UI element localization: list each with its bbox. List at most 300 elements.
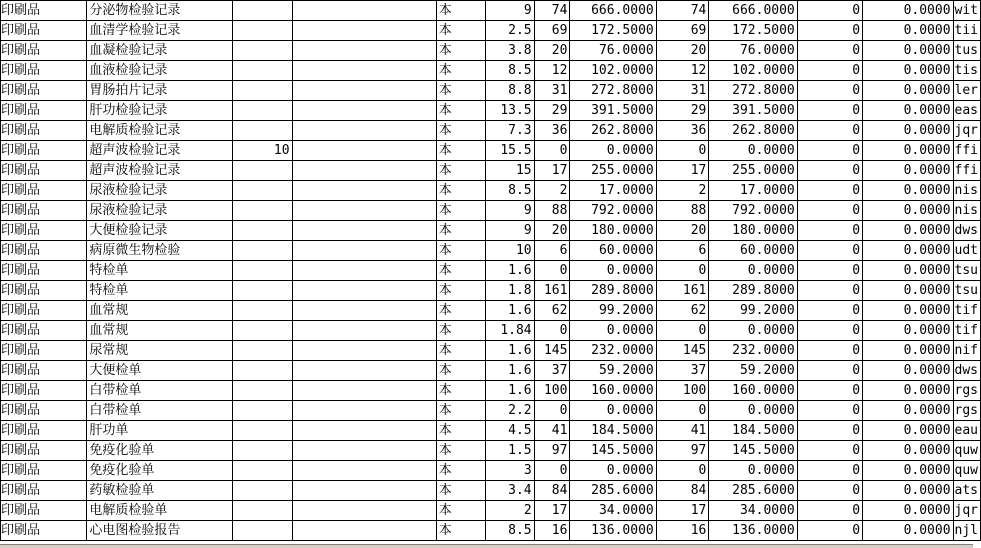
cell-category[interactable]: 印刷品 bbox=[1, 201, 87, 221]
cell-quantity-3[interactable]: 0 bbox=[797, 521, 862, 541]
cell-quantity-3[interactable]: 0 bbox=[797, 441, 862, 461]
cell-extra[interactable] bbox=[232, 241, 292, 261]
cell-quantity-1[interactable]: 17 bbox=[534, 161, 570, 181]
cell-category[interactable]: 印刷品 bbox=[1, 141, 87, 161]
cell-quantity-3[interactable]: 0 bbox=[797, 461, 862, 481]
cell-quantity-2[interactable]: 37 bbox=[656, 361, 709, 381]
cell-item-name[interactable]: 尿液检验记录 bbox=[87, 181, 232, 201]
cell-empty[interactable] bbox=[292, 421, 436, 441]
cell-code[interactable]: jqr bbox=[953, 501, 980, 521]
cell-unit[interactable]: 本 bbox=[436, 141, 485, 161]
cell-category[interactable]: 印刷品 bbox=[1, 241, 87, 261]
cell-quantity-1[interactable]: 20 bbox=[534, 221, 570, 241]
cell-extra[interactable] bbox=[232, 521, 292, 541]
cell-quantity-1[interactable]: 74 bbox=[534, 1, 570, 21]
cell-amount-3[interactable]: 0.0000 bbox=[863, 321, 954, 341]
cell-amount-3[interactable]: 0.0000 bbox=[863, 441, 954, 461]
cell-item-name[interactable]: 胃肠拍片记录 bbox=[87, 81, 232, 101]
cell-quantity-2[interactable]: 36 bbox=[656, 121, 709, 141]
cell-quantity-2[interactable]: 17 bbox=[656, 501, 709, 521]
cell-extra[interactable] bbox=[232, 121, 292, 141]
cell-quantity-3[interactable]: 0 bbox=[797, 101, 862, 121]
cell-empty[interactable] bbox=[292, 221, 436, 241]
cell-quantity-1[interactable]: 17 bbox=[534, 501, 570, 521]
cell-amount-2[interactable]: 391.5000 bbox=[709, 101, 797, 121]
cell-price[interactable]: 4.5 bbox=[486, 421, 534, 441]
cell-amount-1[interactable]: 136.0000 bbox=[570, 521, 656, 541]
cell-quantity-3[interactable]: 0 bbox=[797, 421, 862, 441]
cell-amount-2[interactable]: 0.0000 bbox=[709, 141, 797, 161]
cell-code[interactable]: nis bbox=[953, 181, 980, 201]
cell-amount-1[interactable]: 0.0000 bbox=[570, 261, 656, 281]
cell-category[interactable]: 印刷品 bbox=[1, 481, 87, 501]
cell-unit[interactable]: 本 bbox=[436, 61, 485, 81]
cell-category[interactable]: 印刷品 bbox=[1, 21, 87, 41]
cell-quantity-3[interactable]: 0 bbox=[797, 141, 862, 161]
cell-price[interactable]: 1.6 bbox=[486, 381, 534, 401]
cell-category[interactable]: 印刷品 bbox=[1, 321, 87, 341]
cell-price[interactable]: 8.5 bbox=[486, 181, 534, 201]
cell-amount-3[interactable]: 0.0000 bbox=[863, 21, 954, 41]
cell-amount-3[interactable]: 0.0000 bbox=[863, 341, 954, 361]
cell-category[interactable]: 印刷品 bbox=[1, 161, 87, 181]
cell-amount-2[interactable]: 145.5000 bbox=[709, 441, 797, 461]
cell-unit[interactable]: 本 bbox=[436, 181, 485, 201]
cell-amount-3[interactable]: 0.0000 bbox=[863, 121, 954, 141]
cell-extra[interactable] bbox=[232, 101, 292, 121]
cell-unit[interactable]: 本 bbox=[436, 261, 485, 281]
cell-quantity-2[interactable]: 145 bbox=[656, 341, 709, 361]
cell-price[interactable]: 15 bbox=[486, 161, 534, 181]
cell-item-name[interactable]: 病原微生物检验 bbox=[87, 241, 232, 261]
cell-category[interactable]: 印刷品 bbox=[1, 41, 87, 61]
cell-empty[interactable] bbox=[292, 121, 436, 141]
cell-item-name[interactable]: 特检单 bbox=[87, 261, 232, 281]
cell-amount-2[interactable]: 17.0000 bbox=[709, 181, 797, 201]
cell-empty[interactable] bbox=[292, 481, 436, 501]
cell-extra[interactable] bbox=[232, 301, 292, 321]
cell-quantity-3[interactable]: 0 bbox=[797, 381, 862, 401]
cell-price[interactable]: 9 bbox=[486, 201, 534, 221]
cell-item-name[interactable]: 肝功单 bbox=[87, 421, 232, 441]
cell-price[interactable]: 10 bbox=[486, 241, 534, 261]
cell-amount-2[interactable]: 172.5000 bbox=[709, 21, 797, 41]
cell-quantity-3[interactable]: 0 bbox=[797, 221, 862, 241]
cell-quantity-1[interactable]: 2 bbox=[534, 181, 570, 201]
cell-item-name[interactable]: 特检单 bbox=[87, 281, 232, 301]
cell-quantity-2[interactable]: 12 bbox=[656, 61, 709, 81]
cell-amount-1[interactable]: 60.0000 bbox=[570, 241, 656, 261]
cell-amount-2[interactable]: 102.0000 bbox=[709, 61, 797, 81]
cell-unit[interactable]: 本 bbox=[436, 281, 485, 301]
cell-amount-1[interactable]: 391.5000 bbox=[570, 101, 656, 121]
cell-amount-1[interactable]: 145.5000 bbox=[570, 441, 656, 461]
cell-category[interactable]: 印刷品 bbox=[1, 81, 87, 101]
cell-item-name[interactable]: 超声波检验记录 bbox=[87, 161, 232, 181]
cell-extra[interactable] bbox=[232, 201, 292, 221]
cell-quantity-2[interactable]: 161 bbox=[656, 281, 709, 301]
cell-amount-1[interactable]: 232.0000 bbox=[570, 341, 656, 361]
cell-amount-1[interactable]: 666.0000 bbox=[570, 1, 656, 21]
cell-amount-1[interactable]: 34.0000 bbox=[570, 501, 656, 521]
cell-amount-1[interactable]: 272.8000 bbox=[570, 81, 656, 101]
cell-amount-2[interactable]: 289.8000 bbox=[709, 281, 797, 301]
cell-quantity-1[interactable]: 37 bbox=[534, 361, 570, 381]
cell-amount-2[interactable]: 272.8000 bbox=[709, 81, 797, 101]
cell-extra[interactable] bbox=[232, 181, 292, 201]
cell-code[interactable]: tis bbox=[953, 61, 980, 81]
cell-extra[interactable] bbox=[232, 321, 292, 341]
cell-quantity-3[interactable]: 0 bbox=[797, 61, 862, 81]
cell-code[interactable]: rgs bbox=[953, 381, 980, 401]
cell-quantity-2[interactable]: 6 bbox=[656, 241, 709, 261]
cell-amount-2[interactable]: 232.0000 bbox=[709, 341, 797, 361]
cell-amount-2[interactable]: 136.0000 bbox=[709, 521, 797, 541]
cell-item-name[interactable]: 免疫化验单 bbox=[87, 461, 232, 481]
cell-price[interactable]: 1.6 bbox=[486, 341, 534, 361]
cell-extra[interactable] bbox=[232, 41, 292, 61]
cell-unit[interactable]: 本 bbox=[436, 461, 485, 481]
cell-quantity-2[interactable]: 29 bbox=[656, 101, 709, 121]
cell-price[interactable]: 9 bbox=[486, 221, 534, 241]
cell-empty[interactable] bbox=[292, 61, 436, 81]
cell-amount-2[interactable]: 285.6000 bbox=[709, 481, 797, 501]
cell-item-name[interactable]: 大便检验记录 bbox=[87, 221, 232, 241]
cell-amount-2[interactable]: 792.0000 bbox=[709, 201, 797, 221]
cell-amount-1[interactable]: 17.0000 bbox=[570, 181, 656, 201]
cell-category[interactable]: 印刷品 bbox=[1, 121, 87, 141]
cell-price[interactable]: 2.5 bbox=[486, 21, 534, 41]
cell-unit[interactable]: 本 bbox=[436, 81, 485, 101]
cell-quantity-3[interactable]: 0 bbox=[797, 1, 862, 21]
cell-unit[interactable]: 本 bbox=[436, 441, 485, 461]
cell-amount-1[interactable]: 172.5000 bbox=[570, 21, 656, 41]
cell-price[interactable]: 2 bbox=[486, 501, 534, 521]
cell-quantity-2[interactable]: 0 bbox=[656, 401, 709, 421]
cell-code[interactable]: nif bbox=[953, 341, 980, 361]
cell-quantity-2[interactable]: 97 bbox=[656, 441, 709, 461]
cell-quantity-1[interactable]: 16 bbox=[534, 521, 570, 541]
cell-quantity-2[interactable]: 0 bbox=[656, 141, 709, 161]
cell-quantity-3[interactable]: 0 bbox=[797, 341, 862, 361]
cell-quantity-3[interactable]: 0 bbox=[797, 261, 862, 281]
cell-amount-1[interactable]: 102.0000 bbox=[570, 61, 656, 81]
cell-quantity-2[interactable]: 62 bbox=[656, 301, 709, 321]
cell-price[interactable]: 1.6 bbox=[486, 301, 534, 321]
cell-item-name[interactable]: 超声波检验记录 bbox=[87, 141, 232, 161]
cell-amount-3[interactable]: 0.0000 bbox=[863, 301, 954, 321]
cell-quantity-1[interactable]: 62 bbox=[534, 301, 570, 321]
cell-empty[interactable] bbox=[292, 101, 436, 121]
cell-category[interactable]: 印刷品 bbox=[1, 401, 87, 421]
cell-extra[interactable] bbox=[232, 81, 292, 101]
cell-item-name[interactable]: 白带检单 bbox=[87, 401, 232, 421]
cell-item-name[interactable]: 电解质检验记录 bbox=[87, 121, 232, 141]
cell-code[interactable]: ffi bbox=[953, 161, 980, 181]
cell-empty[interactable] bbox=[292, 21, 436, 41]
cell-quantity-2[interactable]: 88 bbox=[656, 201, 709, 221]
cell-quantity-3[interactable]: 0 bbox=[797, 361, 862, 381]
cell-code[interactable]: tif bbox=[953, 321, 980, 341]
cell-category[interactable]: 印刷品 bbox=[1, 181, 87, 201]
cell-category[interactable]: 印刷品 bbox=[1, 1, 87, 21]
cell-amount-3[interactable]: 0.0000 bbox=[863, 481, 954, 501]
cell-amount-1[interactable]: 285.6000 bbox=[570, 481, 656, 501]
cell-unit[interactable]: 本 bbox=[436, 121, 485, 141]
cell-unit[interactable]: 本 bbox=[436, 421, 485, 441]
cell-amount-2[interactable]: 160.0000 bbox=[709, 381, 797, 401]
cell-empty[interactable] bbox=[292, 401, 436, 421]
cell-quantity-1[interactable]: 0 bbox=[534, 461, 570, 481]
cell-amount-2[interactable]: 99.2000 bbox=[709, 301, 797, 321]
cell-code[interactable]: eau bbox=[953, 421, 980, 441]
cell-amount-3[interactable]: 0.0000 bbox=[863, 501, 954, 521]
cell-item-name[interactable]: 药敏检验单 bbox=[87, 481, 232, 501]
cell-extra[interactable] bbox=[232, 401, 292, 421]
cell-extra[interactable] bbox=[232, 461, 292, 481]
cell-item-name[interactable]: 尿液检验记录 bbox=[87, 201, 232, 221]
cell-unit[interactable]: 本 bbox=[436, 201, 485, 221]
cell-quantity-1[interactable]: 0 bbox=[534, 141, 570, 161]
cell-empty[interactable] bbox=[292, 161, 436, 181]
cell-item-name[interactable]: 白带检单 bbox=[87, 381, 232, 401]
cell-empty[interactable] bbox=[292, 41, 436, 61]
cell-amount-1[interactable]: 160.0000 bbox=[570, 381, 656, 401]
cell-code[interactable]: wit bbox=[953, 1, 980, 21]
cell-empty[interactable] bbox=[292, 521, 436, 541]
cell-item-name[interactable]: 分泌物检验记录 bbox=[87, 1, 232, 21]
cell-amount-2[interactable]: 76.0000 bbox=[709, 41, 797, 61]
cell-extra[interactable] bbox=[232, 221, 292, 241]
cell-category[interactable]: 印刷品 bbox=[1, 361, 87, 381]
cell-empty[interactable] bbox=[292, 341, 436, 361]
cell-amount-3[interactable]: 0.0000 bbox=[863, 521, 954, 541]
cell-quantity-3[interactable]: 0 bbox=[797, 81, 862, 101]
cell-category[interactable]: 印刷品 bbox=[1, 521, 87, 541]
cell-item-name[interactable]: 免疫化验单 bbox=[87, 441, 232, 461]
cell-amount-3[interactable]: 0.0000 bbox=[863, 381, 954, 401]
cell-extra[interactable] bbox=[232, 61, 292, 81]
cell-amount-3[interactable]: 0.0000 bbox=[863, 41, 954, 61]
cell-unit[interactable]: 本 bbox=[436, 341, 485, 361]
cell-amount-3[interactable]: 0.0000 bbox=[863, 281, 954, 301]
cell-empty[interactable] bbox=[292, 261, 436, 281]
cell-quantity-1[interactable]: 36 bbox=[534, 121, 570, 141]
cell-item-name[interactable]: 血凝检验记录 bbox=[87, 41, 232, 61]
cell-category[interactable]: 印刷品 bbox=[1, 421, 87, 441]
cell-amount-1[interactable]: 792.0000 bbox=[570, 201, 656, 221]
cell-price[interactable]: 3 bbox=[486, 461, 534, 481]
cell-amount-2[interactable]: 0.0000 bbox=[709, 261, 797, 281]
cell-quantity-1[interactable]: 41 bbox=[534, 421, 570, 441]
cell-quantity-2[interactable]: 31 bbox=[656, 81, 709, 101]
cell-amount-3[interactable]: 0.0000 bbox=[863, 421, 954, 441]
cell-code[interactable]: tii bbox=[953, 21, 980, 41]
cell-price[interactable]: 13.5 bbox=[486, 101, 534, 121]
cell-amount-3[interactable]: 0.0000 bbox=[863, 401, 954, 421]
cell-quantity-1[interactable]: 97 bbox=[534, 441, 570, 461]
cell-amount-1[interactable]: 262.8000 bbox=[570, 121, 656, 141]
cell-code[interactable]: dws bbox=[953, 361, 980, 381]
cell-amount-1[interactable]: 0.0000 bbox=[570, 141, 656, 161]
cell-category[interactable]: 印刷品 bbox=[1, 501, 87, 521]
cell-quantity-3[interactable]: 0 bbox=[797, 481, 862, 501]
cell-price[interactable]: 8.5 bbox=[486, 61, 534, 81]
cell-quantity-2[interactable]: 2 bbox=[656, 181, 709, 201]
cell-amount-1[interactable]: 0.0000 bbox=[570, 461, 656, 481]
cell-code[interactable]: ler bbox=[953, 81, 980, 101]
cell-price[interactable]: 8.8 bbox=[486, 81, 534, 101]
cell-price[interactable]: 7.3 bbox=[486, 121, 534, 141]
cell-empty[interactable] bbox=[292, 201, 436, 221]
cell-amount-1[interactable]: 184.5000 bbox=[570, 421, 656, 441]
horizontal-scrollbar[interactable] bbox=[0, 544, 973, 548]
cell-quantity-1[interactable]: 100 bbox=[534, 381, 570, 401]
cell-unit[interactable]: 本 bbox=[436, 161, 485, 181]
cell-unit[interactable]: 本 bbox=[436, 501, 485, 521]
cell-category[interactable]: 印刷品 bbox=[1, 101, 87, 121]
cell-code[interactable]: ats bbox=[953, 481, 980, 501]
cell-price[interactable]: 1.6 bbox=[486, 261, 534, 281]
cell-amount-1[interactable]: 255.0000 bbox=[570, 161, 656, 181]
cell-quantity-3[interactable]: 0 bbox=[797, 21, 862, 41]
cell-category[interactable]: 印刷品 bbox=[1, 341, 87, 361]
cell-unit[interactable]: 本 bbox=[436, 481, 485, 501]
cell-item-name[interactable]: 血液检验记录 bbox=[87, 61, 232, 81]
cell-amount-2[interactable]: 255.0000 bbox=[709, 161, 797, 181]
cell-extra[interactable] bbox=[232, 261, 292, 281]
cell-quantity-1[interactable]: 0 bbox=[534, 261, 570, 281]
cell-amount-3[interactable]: 0.0000 bbox=[863, 1, 954, 21]
cell-quantity-1[interactable]: 29 bbox=[534, 101, 570, 121]
cell-unit[interactable]: 本 bbox=[436, 321, 485, 341]
cell-amount-2[interactable]: 34.0000 bbox=[709, 501, 797, 521]
cell-category[interactable]: 印刷品 bbox=[1, 381, 87, 401]
cell-quantity-1[interactable]: 31 bbox=[534, 81, 570, 101]
cell-amount-1[interactable]: 289.8000 bbox=[570, 281, 656, 301]
cell-empty[interactable] bbox=[292, 181, 436, 201]
cell-item-name[interactable]: 大便检单 bbox=[87, 361, 232, 381]
cell-category[interactable]: 印刷品 bbox=[1, 281, 87, 301]
cell-amount-1[interactable]: 59.2000 bbox=[570, 361, 656, 381]
cell-code[interactable]: nis bbox=[953, 201, 980, 221]
cell-empty[interactable] bbox=[292, 361, 436, 381]
cell-amount-2[interactable]: 60.0000 bbox=[709, 241, 797, 261]
cell-quantity-1[interactable]: 12 bbox=[534, 61, 570, 81]
cell-empty[interactable] bbox=[292, 461, 436, 481]
cell-category[interactable]: 印刷品 bbox=[1, 221, 87, 241]
cell-code[interactable]: tsu bbox=[953, 261, 980, 281]
cell-extra[interactable] bbox=[232, 1, 292, 21]
cell-item-name[interactable]: 肝功检验记录 bbox=[87, 101, 232, 121]
cell-quantity-2[interactable]: 0 bbox=[656, 461, 709, 481]
cell-empty[interactable] bbox=[292, 81, 436, 101]
cell-amount-3[interactable]: 0.0000 bbox=[863, 221, 954, 241]
cell-price[interactable]: 1.5 bbox=[486, 441, 534, 461]
cell-item-name[interactable]: 心电图检验报告 bbox=[87, 521, 232, 541]
cell-extra[interactable] bbox=[232, 441, 292, 461]
cell-quantity-3[interactable]: 0 bbox=[797, 241, 862, 261]
cell-quantity-1[interactable]: 88 bbox=[534, 201, 570, 221]
cell-amount-3[interactable]: 0.0000 bbox=[863, 141, 954, 161]
cell-price[interactable]: 3.4 bbox=[486, 481, 534, 501]
cell-extra[interactable] bbox=[232, 161, 292, 181]
cell-code[interactable]: jqr bbox=[953, 121, 980, 141]
cell-quantity-3[interactable]: 0 bbox=[797, 41, 862, 61]
cell-amount-3[interactable]: 0.0000 bbox=[863, 261, 954, 281]
cell-quantity-2[interactable]: 84 bbox=[656, 481, 709, 501]
cell-code[interactable]: udt bbox=[953, 241, 980, 261]
cell-quantity-3[interactable]: 0 bbox=[797, 301, 862, 321]
cell-category[interactable]: 印刷品 bbox=[1, 61, 87, 81]
cell-item-name[interactable]: 血常规 bbox=[87, 321, 232, 341]
cell-code[interactable]: njl bbox=[953, 521, 980, 541]
cell-price[interactable]: 1.6 bbox=[486, 361, 534, 381]
cell-amount-2[interactable]: 0.0000 bbox=[709, 321, 797, 341]
cell-price[interactable]: 15.5 bbox=[486, 141, 534, 161]
cell-code[interactable]: tif bbox=[953, 301, 980, 321]
cell-item-name[interactable]: 血常规 bbox=[87, 301, 232, 321]
cell-price[interactable]: 9 bbox=[486, 1, 534, 21]
cell-amount-1[interactable]: 99.2000 bbox=[570, 301, 656, 321]
cell-category[interactable]: 印刷品 bbox=[1, 441, 87, 461]
cell-code[interactable]: tsu bbox=[953, 281, 980, 301]
cell-code[interactable]: ffi bbox=[953, 141, 980, 161]
cell-amount-2[interactable]: 180.0000 bbox=[709, 221, 797, 241]
cell-amount-2[interactable]: 262.8000 bbox=[709, 121, 797, 141]
cell-price[interactable]: 2.2 bbox=[486, 401, 534, 421]
cell-extra[interactable] bbox=[232, 21, 292, 41]
cell-quantity-1[interactable]: 0 bbox=[534, 321, 570, 341]
cell-unit[interactable]: 本 bbox=[436, 361, 485, 381]
cell-quantity-2[interactable]: 0 bbox=[656, 261, 709, 281]
cell-amount-2[interactable]: 184.5000 bbox=[709, 421, 797, 441]
cell-amount-1[interactable]: 0.0000 bbox=[570, 401, 656, 421]
cell-quantity-1[interactable]: 161 bbox=[534, 281, 570, 301]
cell-quantity-3[interactable]: 0 bbox=[797, 401, 862, 421]
cell-quantity-2[interactable]: 20 bbox=[656, 221, 709, 241]
cell-amount-1[interactable]: 180.0000 bbox=[570, 221, 656, 241]
cell-category[interactable]: 印刷品 bbox=[1, 461, 87, 481]
cell-category[interactable]: 印刷品 bbox=[1, 261, 87, 281]
cell-quantity-3[interactable]: 0 bbox=[797, 201, 862, 221]
cell-item-name[interactable]: 尿常规 bbox=[87, 341, 232, 361]
cell-extra[interactable]: 10 bbox=[232, 141, 292, 161]
cell-price[interactable]: 1.8 bbox=[486, 281, 534, 301]
cell-quantity-1[interactable]: 84 bbox=[534, 481, 570, 501]
cell-code[interactable]: quw bbox=[953, 441, 980, 461]
cell-empty[interactable] bbox=[292, 441, 436, 461]
cell-code[interactable]: eas bbox=[953, 101, 980, 121]
cell-quantity-2[interactable]: 74 bbox=[656, 1, 709, 21]
cell-code[interactable]: rgs bbox=[953, 401, 980, 421]
cell-unit[interactable]: 本 bbox=[436, 21, 485, 41]
cell-quantity-3[interactable]: 0 bbox=[797, 281, 862, 301]
cell-amount-2[interactable]: 666.0000 bbox=[709, 1, 797, 21]
cell-unit[interactable]: 本 bbox=[436, 301, 485, 321]
cell-unit[interactable]: 本 bbox=[436, 241, 485, 261]
cell-category[interactable]: 印刷品 bbox=[1, 301, 87, 321]
cell-amount-3[interactable]: 0.0000 bbox=[863, 81, 954, 101]
cell-amount-1[interactable]: 76.0000 bbox=[570, 41, 656, 61]
cell-unit[interactable]: 本 bbox=[436, 401, 485, 421]
cell-price[interactable]: 1.84 bbox=[486, 321, 534, 341]
cell-quantity-1[interactable]: 145 bbox=[534, 341, 570, 361]
cell-code[interactable]: dws bbox=[953, 221, 980, 241]
cell-amount-3[interactable]: 0.0000 bbox=[863, 361, 954, 381]
cell-amount-2[interactable]: 0.0000 bbox=[709, 461, 797, 481]
cell-quantity-2[interactable]: 16 bbox=[656, 521, 709, 541]
